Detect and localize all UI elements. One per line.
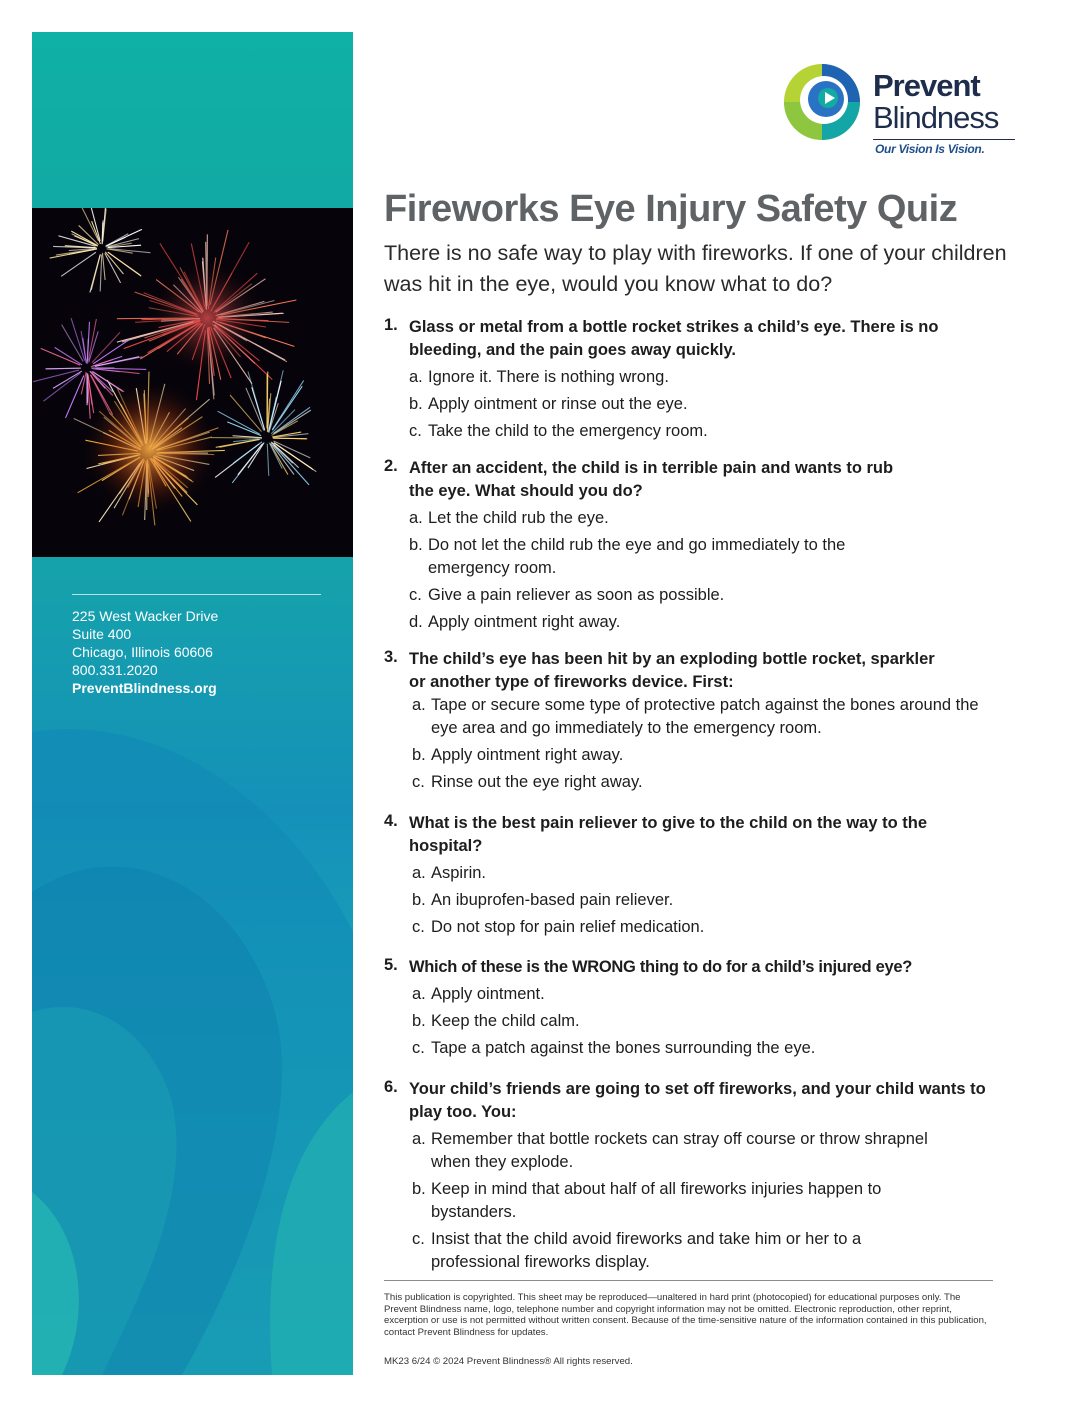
- option-letter: b.: [412, 746, 426, 764]
- option-text: Apply ointment or rinse out the eye.: [428, 395, 688, 413]
- option-letter: c.: [412, 1039, 425, 1057]
- prevent-blindness-logo[interactable]: [782, 62, 1018, 158]
- option-letter: a.: [409, 509, 423, 527]
- answer-option[interactable]: [409, 584, 988, 607]
- answer-option[interactable]: [409, 393, 988, 416]
- answer-option[interactable]: [412, 1128, 951, 1174]
- question-6: [384, 1078, 1024, 1274]
- question-text: The child’s eye has been hit by an exploding bottle rocket, sparkler or another type of fireworks device. First:: [409, 650, 935, 691]
- option-text: Take the child to the emergency room.: [428, 422, 708, 440]
- firework-streak: [267, 372, 268, 428]
- fireworks-illustration: [32, 208, 353, 557]
- answer-option[interactable]: [412, 889, 991, 912]
- tagline-rule: [873, 139, 1015, 140]
- question-number: 2.: [384, 457, 398, 475]
- option-letter: b.: [409, 536, 423, 554]
- option-text: Apply ointment right away.: [428, 613, 621, 631]
- decorative-swirl: [32, 672, 353, 1375]
- page-title: Fireworks Eye Injury Safety Quiz: [384, 188, 958, 230]
- question-text: After an accident, the child is in terrible pain and wants to rub the eye. What should you do?: [409, 459, 894, 500]
- answer-option[interactable]: [412, 916, 991, 939]
- option-letter: b.: [412, 1180, 426, 1198]
- option-letter: a.: [409, 368, 423, 386]
- question-number: 6.: [384, 1078, 398, 1096]
- question-number: 4.: [384, 812, 398, 830]
- address-divider: [72, 594, 321, 595]
- question-number: 3.: [384, 648, 398, 666]
- option-letter: c.: [412, 1230, 425, 1248]
- option-text: Tape or secure some type of protective patch against the bones around the eye area and go immediately to the emergency room.: [431, 696, 979, 737]
- question-3: [384, 648, 1024, 794]
- option-text: Remember that bottle rockets can stray off course or throw shrapnel when they explode.: [431, 1130, 928, 1171]
- sidebar-top-band: [32, 32, 353, 208]
- answer-option[interactable]: [412, 1037, 991, 1060]
- option-letter: b.: [409, 395, 423, 413]
- option-text: Insist that the child avoid fireworks and take him or her to a professional fireworks display.: [431, 1230, 862, 1271]
- answer-option[interactable]: [409, 534, 888, 580]
- option-letter: c.: [412, 773, 425, 791]
- option-letter: c.: [409, 586, 422, 604]
- question-5: [384, 956, 1024, 1060]
- option-text: Keep in mind that about half of all fireworks injuries happen to bystanders.: [431, 1180, 882, 1221]
- option-text: Rinse out the eye right away.: [431, 773, 643, 791]
- option-text: Apply ointment right away.: [431, 746, 624, 764]
- question-text: Which of these is the WRONG thing to do for a child’s injured eye?: [409, 958, 913, 976]
- answer-option[interactable]: [412, 1010, 991, 1033]
- option-text: Aspirin.: [431, 864, 487, 882]
- footer-divider: [384, 1280, 993, 1281]
- option-letter: c.: [409, 422, 422, 440]
- copyright-notice: This publication is copyrighted. This sheet may be reproduced—unaltered in hard print (photocopied) for educational purposes only. The Prevent Blindness name, logo, telephone number and copyright information may not be omitted. Electronic reproduction, other reprint, excerption or use is not permitted without written consent. Because of the time-sensitive nature of the information contained in this publication, contact Prevent Blindness for updates.: [384, 1292, 987, 1338]
- option-text: An ibuprofen-based pain reliever.: [431, 891, 674, 909]
- address-phone: 800.331.2020: [72, 662, 158, 678]
- option-letter: c.: [412, 918, 425, 936]
- option-letter: d.: [409, 613, 423, 631]
- brand-name-line1: Prevent: [873, 68, 980, 103]
- answer-option[interactable]: [412, 1178, 971, 1224]
- answer-option[interactable]: [412, 744, 991, 767]
- question-text: Your child’s friends are going to set off fireworks, and your child wants to play too. You:: [409, 1080, 986, 1121]
- eye-logo-icon: [782, 62, 862, 142]
- answer-option[interactable]: [412, 694, 1001, 740]
- firework-streak: [273, 438, 307, 439]
- address-website[interactable]: PreventBlindness.org: [72, 680, 217, 696]
- answer-option[interactable]: [412, 862, 991, 885]
- question-number: 1.: [384, 316, 398, 334]
- option-text: Keep the child calm.: [431, 1012, 580, 1030]
- option-text: Ignore it. There is nothing wrong.: [428, 368, 669, 386]
- answer-option[interactable]: [409, 366, 988, 389]
- sidebar-panel: [32, 32, 353, 1375]
- option-text: Apply ointment.: [431, 985, 545, 1003]
- option-letter: b.: [412, 891, 426, 909]
- option-letter: b.: [412, 1012, 426, 1030]
- address-city: Chicago, Illinois 60606: [72, 644, 213, 660]
- option-text: Tape a patch against the bones surrounding the eye.: [431, 1039, 816, 1057]
- option-letter: a.: [412, 696, 426, 714]
- answer-option[interactable]: [409, 507, 988, 530]
- option-letter: a.: [412, 864, 426, 882]
- answer-option[interactable]: [409, 611, 988, 634]
- intro-text: There is no safe way to play with fireworks. If one of your children was hit in the eye, would you know what to do?: [384, 241, 1007, 296]
- firework-streak: [45, 368, 80, 369]
- publication-code: MK23 6/24 © 2024 Prevent Blindness® All rights reserved.: [384, 1356, 633, 1367]
- question-number: 5.: [384, 956, 398, 974]
- answer-option[interactable]: [412, 771, 991, 794]
- question-4: [384, 812, 1024, 939]
- address-street: 225 West Wacker Drive: [72, 608, 219, 624]
- option-text: Do not stop for pain relief medication.: [431, 918, 705, 936]
- answer-option[interactable]: [409, 420, 988, 443]
- answer-option[interactable]: [412, 1228, 951, 1274]
- option-text: Let the child rub the eye.: [428, 509, 609, 527]
- question-text: Glass or metal from a bottle rocket strikes a child’s eye. There is no bleeding, and the pain goes away quickly.: [409, 318, 939, 359]
- brand-tagline: Our Vision Is Vision.: [875, 142, 985, 156]
- brand-name-line2: Blindness: [873, 100, 999, 135]
- option-letter: a.: [412, 985, 426, 1003]
- question-2: [384, 457, 1024, 634]
- question-1: [384, 316, 1024, 443]
- address-suite: Suite 400: [72, 626, 132, 642]
- option-text: Give a pain reliever as soon as possible.: [428, 586, 725, 604]
- option-letter: a.: [412, 1130, 426, 1148]
- option-text: Do not let the child rub the eye and go immediately to the emergency room.: [428, 536, 846, 577]
- answer-option[interactable]: [412, 983, 991, 1006]
- question-text: What is the best pain reliever to give to the child on the way to the hospital?: [409, 814, 927, 855]
- fireworks-photo: [32, 208, 353, 557]
